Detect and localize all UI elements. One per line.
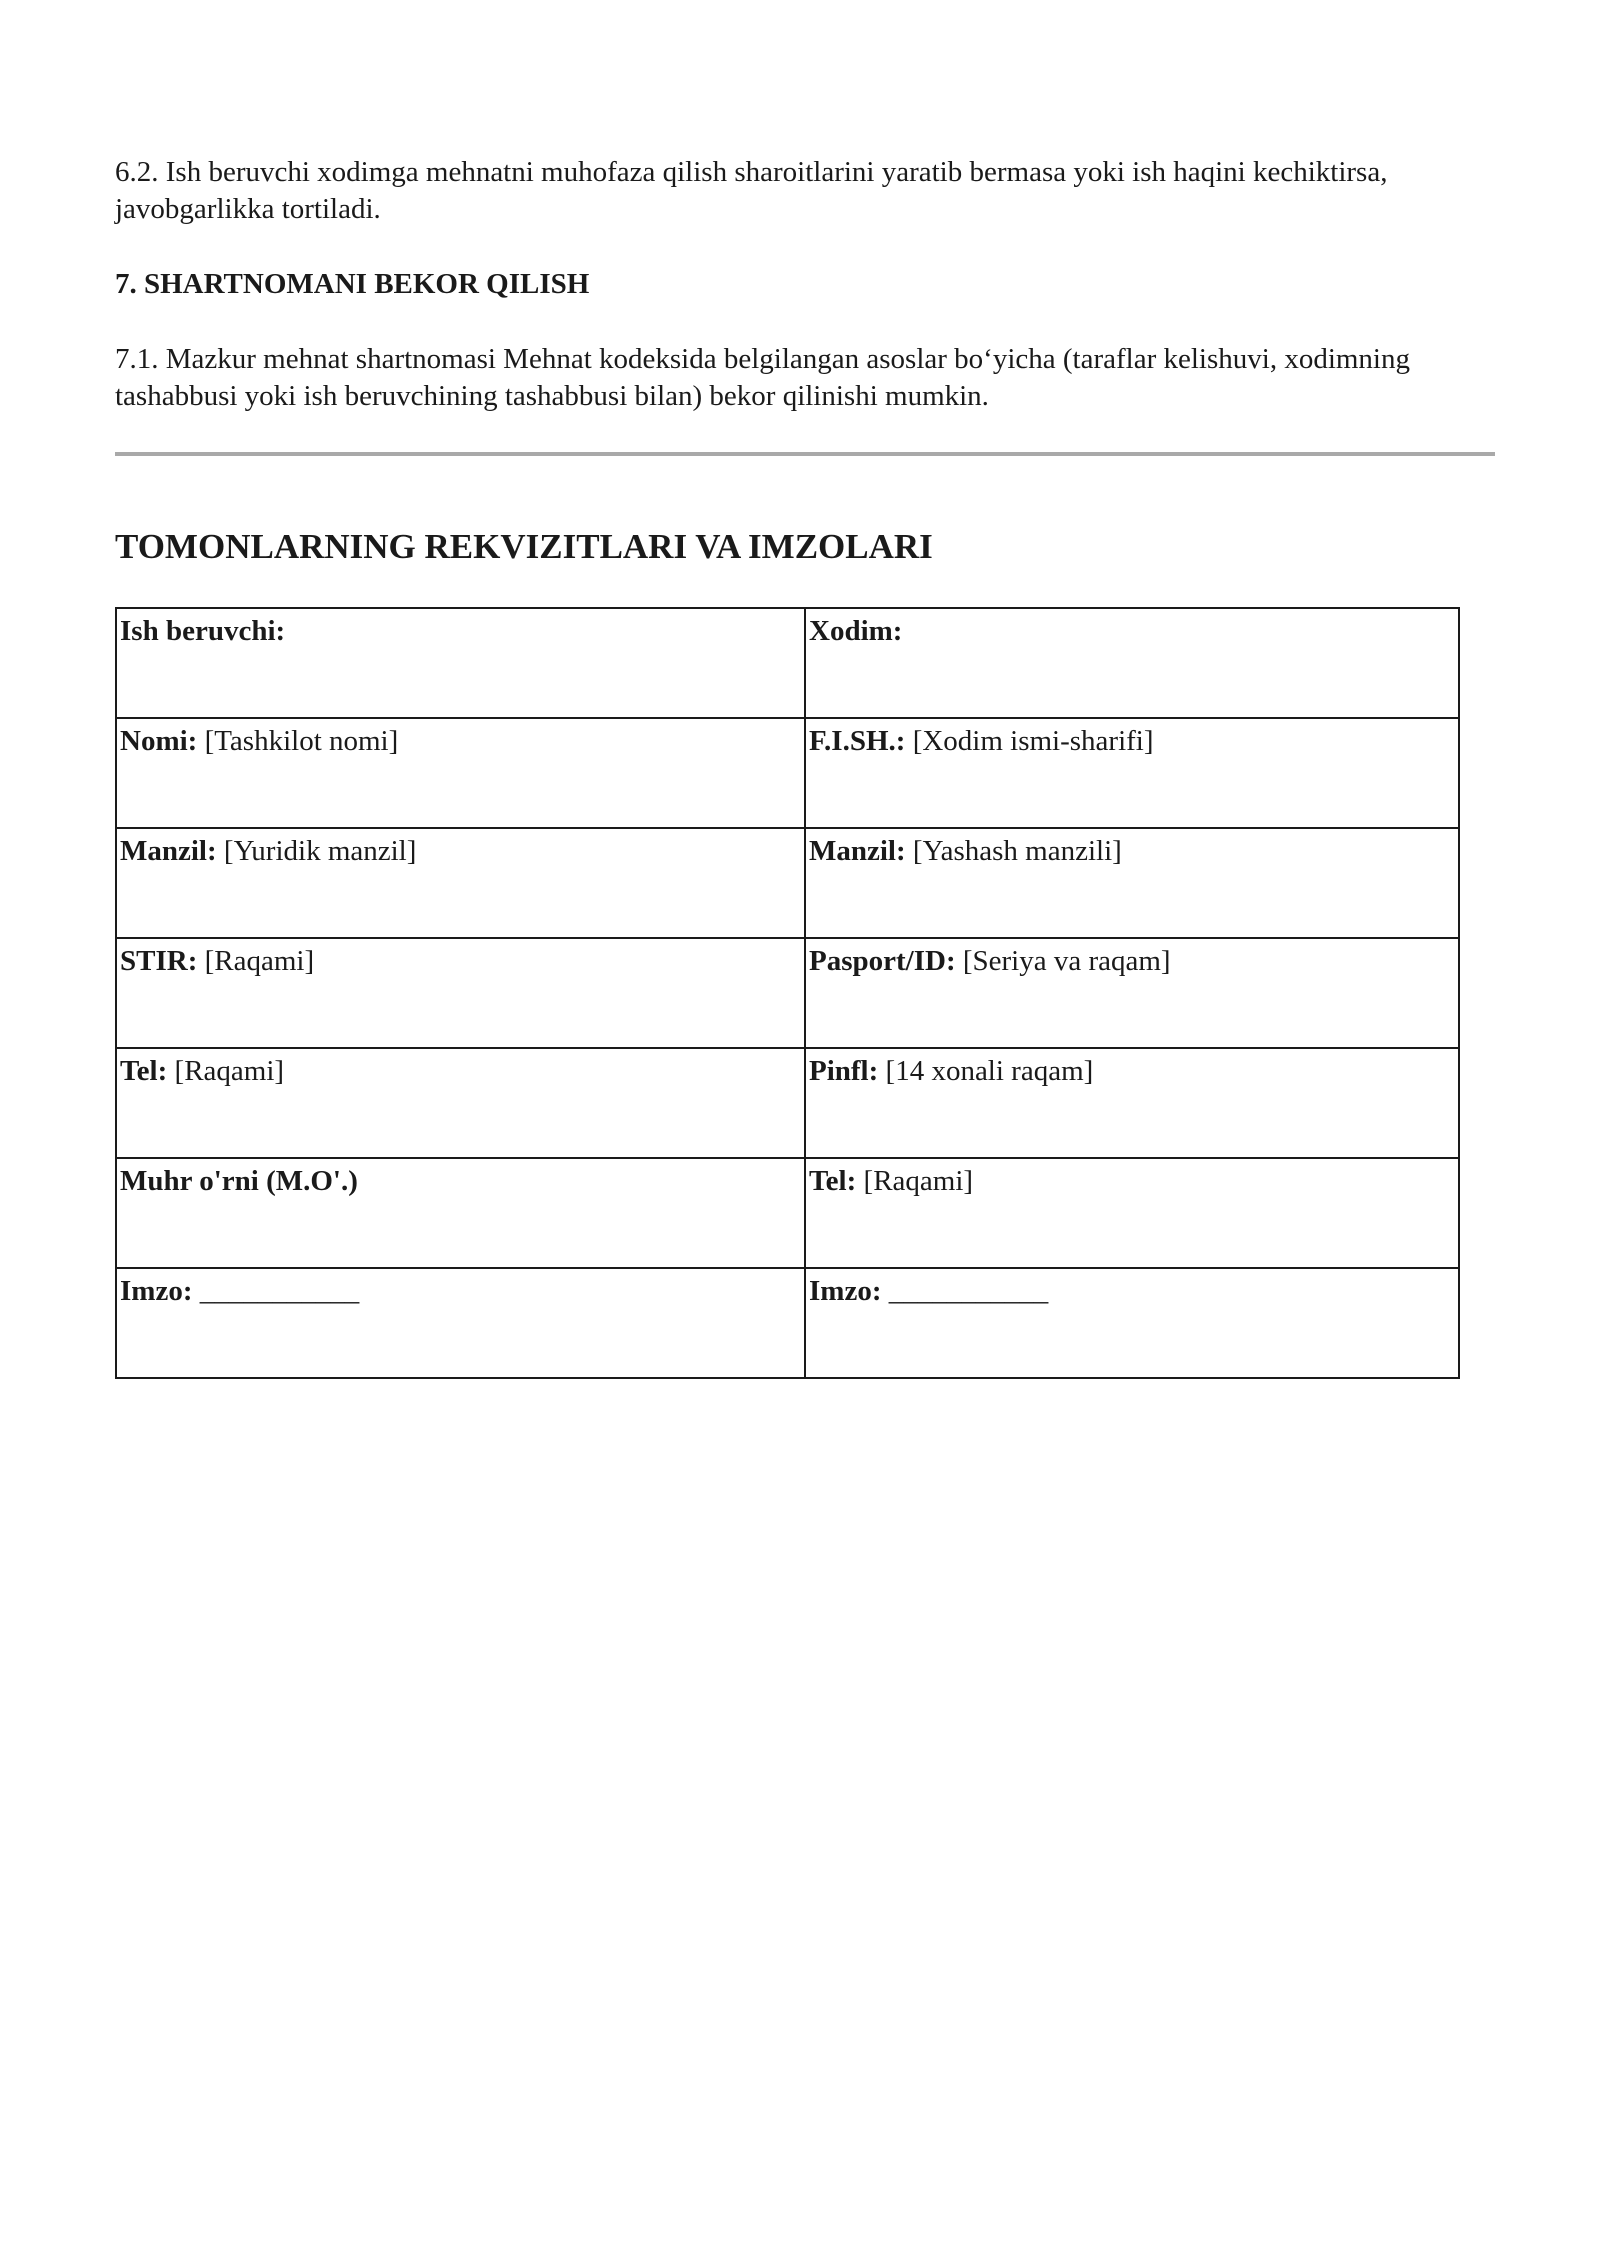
- employee-phone-cell: [805, 1158, 1459, 1268]
- employer-tin-cell: [116, 938, 805, 1048]
- paragraph-7-1: 7.1. Mazkur mehnat shartnomasi Mehnat kodeksida belgilangan asoslar bo‘yicha (taraflar kelishuvi, xodimning tashabbusi yoki ish beruvchining tashabbusi bilan) bekor qilinishi mumkin.: [115, 343, 1410, 412]
- employer-tin-label: STIR:: [120, 945, 198, 977]
- employer-name-cell: [116, 718, 805, 828]
- employer-signature-cell: [116, 1268, 805, 1378]
- employer-name-label: Nomi:: [120, 725, 198, 757]
- employee-passport-label: Pasport/ID:: [809, 945, 956, 977]
- employee-cell: [805, 608, 1459, 718]
- employer-cell: [116, 608, 805, 718]
- horizontal-divider: [115, 452, 1495, 456]
- employer-name-value: [Tashkilot nomi]: [197, 725, 399, 757]
- paragraph-6-2: 6.2. Ish beruvchi xodimga mehnatni muhofaza qilish sharoitlarini yaratib bermasa yoki ish haqini kechiktirsa, javobgarlikka tortiladi.: [115, 156, 1388, 225]
- employee-fullname-value: [Xodim ismi-sharifi]: [905, 725, 1154, 757]
- employee-pinfl-value: [14 xonali raqam]: [878, 1055, 1094, 1087]
- employee-address-label: Manzil:: [809, 835, 906, 867]
- table-row: [116, 1048, 1459, 1158]
- employer-phone-cell: [116, 1048, 805, 1158]
- section-7-heading: 7. SHARTNOMANI BEKOR QILISH: [115, 268, 590, 300]
- employer-address-label: Manzil:: [120, 835, 217, 867]
- employee-signature-line: ___________: [881, 1275, 1049, 1307]
- requisites-title: TOMONLARNING REKVIZITLARI VA IMZOLARI: [115, 527, 933, 566]
- requisites-table: [115, 607, 1460, 1379]
- table-row: [116, 608, 1459, 718]
- employer-signature-line: ___________: [192, 1275, 360, 1307]
- table-row: [116, 828, 1459, 938]
- employee-passport-value: [Seriya va raqam]: [955, 945, 1171, 977]
- employer-address-value: [Yuridik manzil]: [216, 835, 417, 867]
- employee-pinfl-label: Pinfl:: [809, 1055, 879, 1087]
- employer-phone-value: [Raqami]: [167, 1055, 285, 1087]
- employer-address-cell: [116, 828, 805, 938]
- employee-phone-label: Tel:: [809, 1165, 857, 1197]
- employer-seal-cell: [116, 1158, 805, 1268]
- employee-address-cell: [805, 828, 1459, 938]
- employee-phone-value: [Raqami]: [856, 1165, 974, 1197]
- employee-address-value: [Yashash manzili]: [905, 835, 1122, 867]
- table-row: [116, 1268, 1459, 1378]
- employer-signature-label: Imzo:: [120, 1275, 193, 1307]
- employee-passport-cell: [805, 938, 1459, 1048]
- employer-tin-value: [Raqami]: [197, 945, 315, 977]
- employer-phone-label: Tel:: [120, 1055, 168, 1087]
- table-row: [116, 1158, 1459, 1268]
- employee-label: Xodim:: [809, 615, 903, 647]
- employee-fullname-label: F.I.SH.:: [809, 725, 906, 757]
- employee-fullname-cell: [805, 718, 1459, 828]
- employer-seal-label: Muhr o'rni (M.O'.): [120, 1165, 358, 1197]
- table-row: [116, 938, 1459, 1048]
- employee-signature-label: Imzo:: [809, 1275, 882, 1307]
- employee-signature-cell: [805, 1268, 1459, 1378]
- employee-pinfl-cell: [805, 1048, 1459, 1158]
- table-row: [116, 718, 1459, 828]
- employer-label: Ish beruvchi:: [120, 615, 286, 647]
